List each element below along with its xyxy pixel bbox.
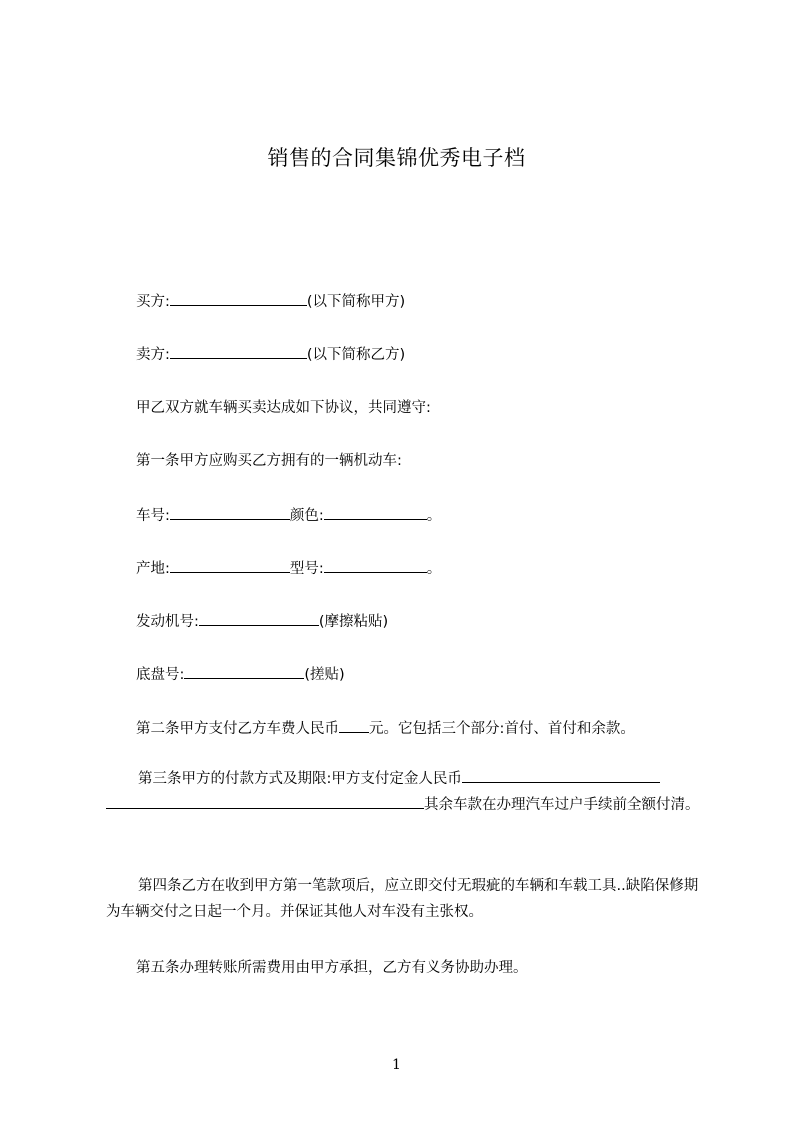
buyer-suffix: (以下简称甲方) (306, 294, 406, 310)
color-label: 颜色: (289, 508, 324, 524)
plate-blank (170, 505, 290, 520)
origin-end: 。 (426, 561, 442, 577)
article-2-before: 第二条甲方支付乙方车费人民币 (136, 721, 339, 737)
article-3-blank-2 (106, 794, 424, 809)
buyer-line (136, 291, 405, 312)
intro-line: 甲乙双方就车辆买卖达成如下协议，共同遵守: (136, 400, 431, 416)
origin-blank (170, 558, 290, 573)
engine-line (136, 611, 388, 632)
article-3-blank-1 (462, 768, 660, 783)
buyer-label: 买方: (136, 294, 170, 310)
chassis-label: 底盘号: (136, 667, 185, 683)
buyer-blank (170, 291, 307, 306)
plate-end: 。 (426, 508, 442, 524)
seller-suffix: (以下简称乙方) (306, 347, 406, 363)
article-3 (106, 766, 700, 818)
engine-suffix: (摩擦粘贴) (318, 614, 389, 630)
article-5: 第五条办理转账所需费用由甲方承担，乙方有义务协助办理。 (136, 960, 528, 976)
engine-blank (199, 611, 319, 626)
document-title: 销售的合同集锦优秀电子档 (267, 146, 526, 170)
chassis-line (136, 664, 345, 685)
article-4: 第四条乙方在收到甲方第一笔款项后，应立即交付无瑕疵的车辆和车载工具..缺陷保修期为车辆交付之日起一个月。并保证其他人对车没有主张权。 (106, 878, 699, 920)
article-1: 第一条甲方应购买乙方拥有的一辆机动车: (136, 453, 402, 469)
chassis-blank (184, 664, 304, 679)
page-number: 1 (392, 1057, 401, 1073)
plate-line (136, 505, 441, 526)
color-blank (324, 505, 427, 520)
chassis-suffix: (搓贴) (304, 667, 345, 683)
model-blank (324, 558, 427, 573)
plate-label: 车号: (136, 508, 170, 524)
article-3-lead: 第三条甲方的付款方式及期限:甲方支付定金人民币 (138, 771, 462, 787)
origin-line (136, 558, 441, 579)
engine-label: 发动机号: (136, 614, 199, 630)
seller-line (136, 344, 405, 365)
article-2 (136, 718, 635, 739)
article-3-rest: 其余车款在办理汽车过户手续前全额付清。 (424, 797, 700, 813)
model-label: 型号: (289, 561, 324, 577)
origin-label: 产地: (136, 561, 170, 577)
seller-blank (170, 344, 307, 359)
seller-label: 卖方: (136, 347, 170, 363)
article-2-after: 元。它包括三个部分:首付、首付和余款。 (369, 721, 635, 737)
article-2-blank (339, 718, 369, 733)
